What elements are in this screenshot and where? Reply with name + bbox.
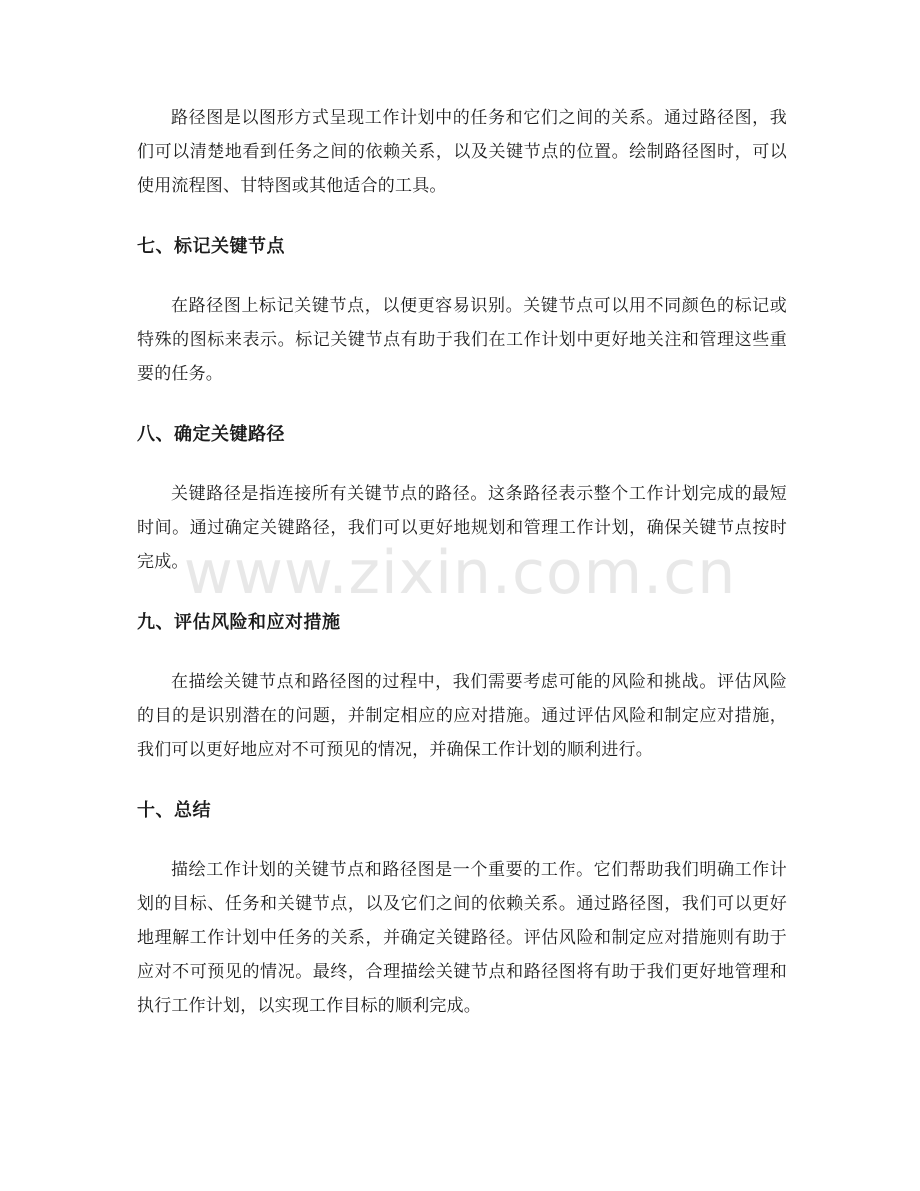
- paragraph-critical-path: 关键路径是指连接所有关键节点的路径。这条路径表示整个工作计划完成的最短时间。通过确定关键路径，我们可以更好地规划和管理工作计划，确保关键节点按时完成。: [137, 484, 787, 572]
- watermark: www.zixin.com.cn: [183, 538, 737, 608]
- heading-mark-key-nodes: 七、标记关键节点: [137, 236, 285, 257]
- document-body: [137, 101, 787, 1023]
- heading-critical-path: 八、确定关键路径: [137, 424, 285, 445]
- paragraph-mark-key-nodes: 在路径图上标记关键节点，以便更容易识别。关键节点可以用不同颜色的标记或特殊的图标来表示。标记关键节点有助于我们在工作计划中更好地关注和管理这些重要的任务。: [137, 296, 787, 384]
- paragraph-risk-assessment: 在描绘关键节点和路径图的过程中，我们需要考虑可能的风险和挑战。评估风险的目的是识别潜在的问题，并制定相应的应对措施。通过评估风险和制定应对措施，我们可以更好地应对不可预见的情况，并确保工作计划的顺利进行。: [137, 672, 787, 760]
- heading-risk-assessment: 九、评估风险和应对措施: [137, 612, 341, 633]
- heading-summary: 十、总结: [137, 800, 211, 821]
- paragraph-summary: 描绘工作计划的关键节点和路径图是一个重要的工作。它们帮助我们明确工作计划的目标、任务和关键节点，以及它们之间的依赖关系。通过路径图，我们可以更好地理解工作计划中任务的关系，并确定关键路径。评估风险和制定应对措施则有助于应对不可预见的情况。最终，合理描绘关键节点和路径图将有助于我们更好地管理和执行工作计划，以实现工作目标的顺利完成。: [137, 860, 787, 1016]
- paragraph-path-diagram: 路径图是以图形方式呈现工作计划中的任务和它们之间的关系。通过路径图，我们可以清楚地看到任务之间的依赖关系，以及关键节点的位置。绘制路径图时，可以使用流程图、甘特图或其他适合的工具。: [137, 108, 787, 196]
